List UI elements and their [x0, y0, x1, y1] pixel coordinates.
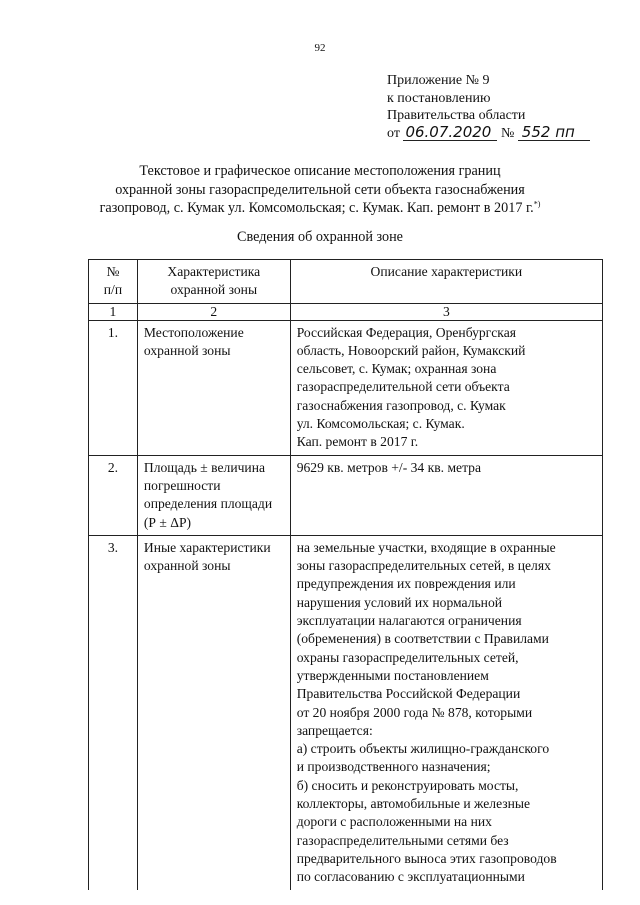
appendix-line-1: Приложение № 9	[387, 73, 490, 88]
handwritten-number: 552 пп	[518, 125, 590, 141]
row-description: на земельные участки, входящие в охранные зоны газораспределительных сетей, в целях предупреждения их повреждения или нарушения условий их нормальной эксплуатации налагаются ограничения (обременения) в соответствии с Правилами охраны газораспределительных сетей, утвержденными постановлением Правительства Российской Федерации от 20 ноября 2000 года № 878, которыми запрещается: а) строить объекты жилищно-гражданского и производственного назначения; б) сносить и реконструировать мосты, коллекторы, автомобильные и железные дороги с расположенными на них газораспределительными сетями без предварительного выноса этих газопроводов по согласованию с эксплуатационными	[290, 535, 602, 889]
header-description: Описание характеристики	[290, 260, 602, 304]
from-label: от	[387, 125, 400, 141]
appendix-date-line	[387, 122, 590, 143]
header-characteristic: Характеристика охранной зоны	[137, 260, 290, 304]
table-header-row	[89, 260, 603, 304]
index-cell: 2	[137, 303, 290, 320]
header-number: № п/п	[89, 260, 138, 304]
row-number: 2.	[89, 455, 138, 535]
page-number: 92	[314, 42, 326, 54]
title-line-1: Текстовое и графическое описание местоположения границ	[139, 163, 501, 179]
protection-zone-table	[88, 259, 603, 890]
appendix-line-3: Правительства области	[387, 108, 526, 123]
row-number: 1.	[89, 320, 138, 455]
row-number: 3.	[89, 535, 138, 889]
row-description: 9629 кв. метров +/- 34 кв. метра	[290, 455, 602, 535]
row-characteristic: Иные характеристики охранной зоны	[137, 535, 290, 889]
document-title	[60, 162, 580, 218]
number-label: №	[500, 125, 515, 141]
row-description: Российская Федерация, Оренбургская область, Новоорский район, Кумакский сельсовет, с. Кумак; охранная зона газораспределительной сети объекта газоснабжения газопровод, с. Кумак ул. Комсомольская; с. Кумак. Кап. ремонт в 2017 г.	[290, 320, 602, 455]
title-line-2: охранной зоны газораспределительной сети объекта газоснабжения	[115, 181, 525, 198]
row-characteristic: Местоположение охранной зоны	[137, 320, 290, 455]
index-cell: 1	[89, 303, 138, 320]
section-heading: Сведения об охранной зоне	[237, 229, 403, 245]
row-characteristic: Площадь ± величина погрешности определения площади (Р ± ΔР)	[137, 455, 290, 535]
index-cell: 3	[290, 303, 602, 320]
appendix-line-2: к постановлению	[387, 90, 491, 106]
appendix-header	[387, 72, 590, 142]
handwritten-date: 06.07.2020	[403, 125, 497, 141]
title-line-3-text: газопровод, с. Кумак ул. Комсомольская; с. Кумак. Кап. ремонт в 2017 г.	[99, 200, 534, 216]
title-line-3	[60, 199, 580, 218]
table-row	[89, 455, 603, 535]
table-row	[89, 535, 603, 889]
table-index-row	[89, 303, 603, 320]
table-row	[89, 320, 603, 455]
footnote-mark: *)	[533, 199, 541, 209]
